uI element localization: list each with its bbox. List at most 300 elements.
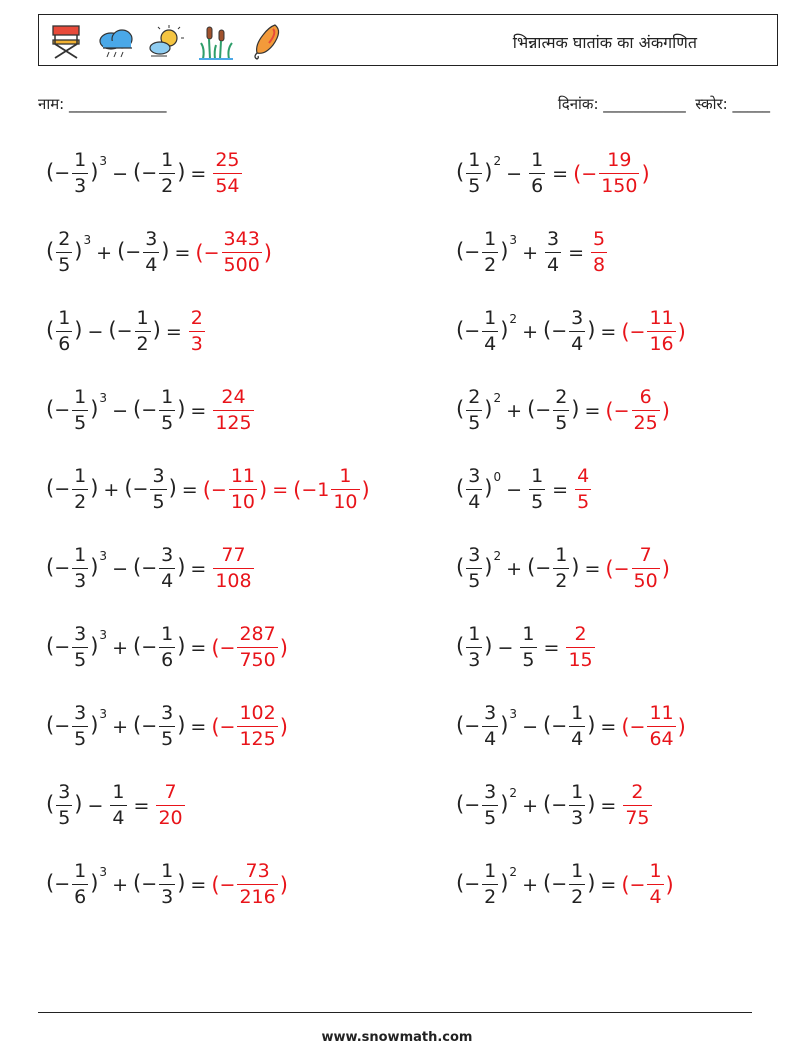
minus-sign: − <box>535 557 552 579</box>
denominator: 150 <box>601 175 638 197</box>
numerator: 1 <box>555 544 568 566</box>
director-chair-icon <box>45 21 87 61</box>
denominator: 64 <box>649 728 674 750</box>
minus-sign: − <box>54 873 71 895</box>
numerator: 1 <box>74 149 87 171</box>
first-operand <box>46 467 98 512</box>
problem-item <box>456 371 766 450</box>
first-operand <box>46 388 107 433</box>
exponent: 3 <box>99 154 108 168</box>
close-paren: ) <box>279 635 288 660</box>
minus-sign: − <box>301 478 318 501</box>
close-paren: ) <box>90 397 99 421</box>
second-operand <box>543 862 595 907</box>
close-paren: ) <box>90 713 99 737</box>
denominator: 4 <box>145 254 158 276</box>
second-operand <box>527 546 579 591</box>
open-paren: ( <box>46 792 55 816</box>
equals-sign: = <box>190 399 207 422</box>
denominator: 50 <box>633 570 658 592</box>
denominator: 6 <box>58 333 71 355</box>
open-paren: ( <box>293 477 302 502</box>
numerator: 1 <box>571 860 584 882</box>
answer-value <box>187 309 207 354</box>
exponent: 3 <box>99 865 108 879</box>
answer-fraction <box>575 467 591 512</box>
close-paren: ) <box>90 634 99 658</box>
denominator: 54 <box>215 175 240 197</box>
answer-value <box>293 467 370 512</box>
denominator: 5 <box>161 728 174 750</box>
denominator: 125 <box>215 412 252 434</box>
denominator: 10 <box>333 491 358 513</box>
fraction <box>159 151 175 196</box>
answer-fraction <box>222 230 262 275</box>
denominator: 3 <box>468 649 481 671</box>
numerator: 1 <box>484 228 497 250</box>
denominator: 8 <box>593 254 606 276</box>
problem-grid <box>46 134 766 924</box>
denominator: 125 <box>239 728 276 750</box>
close-paren: ) <box>500 239 509 263</box>
answer-fraction <box>237 862 277 907</box>
operator: − <box>506 162 523 185</box>
numerator: 3 <box>468 544 481 566</box>
close-paren: ) <box>484 476 493 500</box>
equals-sign: = <box>543 636 560 659</box>
operator: + <box>112 873 128 896</box>
exponent: 2 <box>493 391 502 405</box>
minus-sign: − <box>141 873 158 895</box>
numerator: 1 <box>74 386 87 408</box>
fraction <box>159 625 175 670</box>
open-paren: ( <box>195 240 204 265</box>
problem-item <box>46 608 456 687</box>
close-paren: ) <box>484 160 493 184</box>
answer-fraction <box>591 230 607 275</box>
operator: + <box>112 715 128 738</box>
close-paren: ) <box>279 714 288 739</box>
close-paren: ) <box>259 477 268 502</box>
operator: − <box>506 478 523 501</box>
denominator: 5 <box>468 570 481 592</box>
fraction <box>569 862 585 907</box>
open-paren: ( <box>46 555 55 579</box>
denominator: 5 <box>74 412 87 434</box>
answer-fraction <box>632 388 660 433</box>
second-operand <box>133 862 185 907</box>
denominator: 5 <box>468 175 481 197</box>
close-paren: ) <box>177 871 186 895</box>
numerator: 3 <box>161 544 174 566</box>
second-operand <box>133 388 185 433</box>
fraction <box>553 546 569 591</box>
close-paren: ) <box>74 792 83 816</box>
fraction <box>482 230 498 275</box>
minus-sign: − <box>551 873 568 895</box>
date-score-field: दिनांक: ___________ स्कोर: _____ <box>557 95 770 113</box>
denominator: 3 <box>74 175 87 197</box>
close-paren: ) <box>500 713 509 737</box>
operator: − <box>112 162 128 185</box>
second-operand <box>133 704 185 749</box>
minus-sign: − <box>219 636 236 659</box>
fraction <box>56 309 72 354</box>
equals-sign: = <box>165 320 182 343</box>
answer-value <box>605 546 670 591</box>
answer-fraction <box>189 309 205 354</box>
fraction <box>143 230 159 275</box>
name-field: नाम: _____________ <box>38 95 167 113</box>
open-paren: ( <box>132 555 142 579</box>
numerator: 1 <box>74 465 87 487</box>
second-operand <box>543 230 563 275</box>
open-paren: ( <box>573 161 582 186</box>
minus-sign: − <box>132 478 149 500</box>
open-paren: ( <box>542 792 552 816</box>
operator: − <box>87 320 104 343</box>
minus-sign: − <box>581 162 598 185</box>
problem-item <box>46 766 456 845</box>
answer-value <box>573 467 593 512</box>
numerator: 102 <box>239 702 276 724</box>
denominator: 4 <box>571 333 584 355</box>
operator: − <box>522 715 538 738</box>
denominator: 2 <box>555 570 568 592</box>
close-paren: ) <box>587 792 596 816</box>
exponent: 3 <box>99 549 108 563</box>
numerator: 19 <box>607 149 632 171</box>
problem-item <box>456 845 766 924</box>
fraction <box>466 625 482 670</box>
numerator: 1 <box>339 465 352 487</box>
denominator: 10 <box>230 491 255 513</box>
close-paren: ) <box>74 239 83 263</box>
second-operand <box>133 151 185 196</box>
denominator: 5 <box>577 491 590 513</box>
minus-sign: − <box>219 715 236 738</box>
equals-sign: = <box>600 873 617 896</box>
open-paren: ( <box>132 397 142 421</box>
answer-fraction <box>229 467 257 512</box>
numerator: 1 <box>468 149 481 171</box>
numerator: 7 <box>164 781 177 803</box>
denominator: 2 <box>161 175 174 197</box>
whole-part: 1 <box>317 478 330 501</box>
open-paren: ( <box>527 555 536 579</box>
fraction <box>56 230 72 275</box>
fraction <box>150 467 166 512</box>
operator: + <box>506 557 523 580</box>
exponent: 2 <box>493 154 502 168</box>
numerator: 1 <box>74 860 87 882</box>
open-paren: ( <box>46 871 55 895</box>
open-paren: ( <box>124 476 133 500</box>
numerator: 11 <box>649 702 674 724</box>
fraction <box>529 467 545 512</box>
worksheet-header <box>38 14 778 66</box>
numerator: 2 <box>468 386 481 408</box>
open-paren: ( <box>621 872 630 897</box>
fraction <box>159 388 175 433</box>
denominator: 216 <box>239 886 276 908</box>
fraction <box>529 151 545 196</box>
numerator: 3 <box>546 228 560 250</box>
open-paren: ( <box>456 634 465 658</box>
close-paren: ) <box>571 555 580 579</box>
denominator: 4 <box>468 491 481 513</box>
answer-fraction <box>632 546 660 591</box>
open-paren: ( <box>46 397 55 421</box>
answer-value <box>211 862 288 907</box>
exponent: 2 <box>509 312 518 326</box>
close-paren: ) <box>641 161 650 186</box>
open-paren: ( <box>108 318 117 342</box>
fraction <box>159 862 175 907</box>
exponent: 3 <box>99 628 108 642</box>
answer-value <box>621 783 653 828</box>
operator: + <box>522 320 538 343</box>
numerator: 3 <box>145 228 158 250</box>
denominator: 4 <box>161 570 174 592</box>
open-paren: ( <box>117 239 126 263</box>
close-paren: ) <box>90 555 99 579</box>
close-paren: ) <box>90 160 99 184</box>
numerator: 3 <box>74 623 87 645</box>
equals-sign: = <box>552 162 569 185</box>
fraction <box>466 151 482 196</box>
equals-sign: = <box>190 636 207 659</box>
fraction <box>110 783 126 828</box>
fraction <box>569 704 585 749</box>
minus-sign: − <box>54 162 71 184</box>
close-paren: ) <box>677 319 686 344</box>
fraction <box>482 862 498 907</box>
open-paren: ( <box>211 872 220 897</box>
numerator: 1 <box>161 623 174 645</box>
operator: + <box>522 873 538 896</box>
rain-cloud-icon <box>95 21 137 61</box>
problem-item <box>456 766 766 845</box>
numerator: 7 <box>639 544 652 566</box>
open-paren: ( <box>621 714 630 739</box>
equals-sign: = <box>133 794 150 817</box>
denominator: 5 <box>531 491 544 513</box>
denominator: 5 <box>161 412 174 434</box>
numerator: 3 <box>152 465 165 487</box>
second-operand <box>543 783 595 828</box>
first-operand <box>46 704 107 749</box>
numerator: 287 <box>239 623 276 645</box>
fraction <box>482 309 498 354</box>
worksheet-title: भिन्नात्मक घातांक का अंकगणित <box>512 33 697 52</box>
first-operand <box>456 862 517 907</box>
footer-url: www.snowmath.com <box>321 1030 473 1045</box>
equals-sign: = <box>600 715 617 738</box>
denominator: 5 <box>522 649 535 671</box>
answer-fraction <box>599 151 639 196</box>
close-paren: ) <box>571 397 580 421</box>
fraction <box>72 467 88 512</box>
denominator: 108 <box>215 570 252 592</box>
fraction <box>72 388 88 433</box>
close-paren: ) <box>177 634 186 658</box>
minus-sign: − <box>464 715 481 737</box>
second-operand <box>124 467 176 512</box>
denominator: 6 <box>161 649 174 671</box>
denominator: 4 <box>112 807 125 829</box>
operator: − <box>112 557 128 580</box>
second-operand <box>108 309 160 354</box>
minus-sign: − <box>613 557 630 580</box>
numerator: 3 <box>468 465 481 487</box>
minus-sign: − <box>54 478 71 500</box>
minus-sign: − <box>629 873 646 896</box>
fraction <box>135 309 151 354</box>
numerator: 1 <box>484 860 497 882</box>
operator: − <box>497 636 514 659</box>
first-operand <box>46 546 107 591</box>
denominator: 4 <box>571 728 584 750</box>
numerator: 3 <box>484 702 497 724</box>
first-operand <box>456 309 517 354</box>
minus-sign: − <box>551 320 568 342</box>
answer-value <box>605 388 670 433</box>
close-paren: ) <box>168 476 177 500</box>
problem-item <box>46 845 456 924</box>
answer-value <box>621 309 686 354</box>
answer-value <box>211 151 243 196</box>
exponent: 2 <box>509 865 518 879</box>
open-paren: ( <box>456 160 465 184</box>
close-paren: ) <box>263 240 272 265</box>
problem-item <box>456 687 766 766</box>
denominator: 2 <box>136 333 149 355</box>
minus-sign: − <box>210 478 227 501</box>
fraction <box>520 625 536 670</box>
answer-fraction <box>647 309 675 354</box>
numerator: 3 <box>74 702 87 724</box>
second-operand <box>117 230 169 275</box>
equals-sign: = <box>190 162 207 185</box>
open-paren: ( <box>46 160 55 184</box>
minus-sign: − <box>464 241 481 263</box>
minus-sign: − <box>141 636 158 658</box>
open-paren: ( <box>46 318 55 342</box>
numerator: 1 <box>468 623 481 645</box>
equals-sign: = <box>190 557 207 580</box>
sun-cloud-icon <box>145 21 187 61</box>
close-paren: ) <box>90 476 99 500</box>
minus-sign: − <box>203 241 220 264</box>
minus-sign: − <box>54 715 71 737</box>
second-operand <box>133 546 185 591</box>
open-paren: ( <box>132 871 142 895</box>
close-paren: ) <box>161 239 170 263</box>
open-paren: ( <box>605 398 614 423</box>
minus-sign: − <box>551 715 568 737</box>
close-paren: ) <box>177 397 186 421</box>
fraction <box>482 704 498 749</box>
minus-sign: − <box>54 399 71 421</box>
answer-fraction <box>647 704 675 749</box>
operator: − <box>87 794 104 817</box>
open-paren: ( <box>456 792 465 816</box>
close-paren: ) <box>665 872 674 897</box>
denominator: 6 <box>531 175 544 197</box>
close-paren: ) <box>661 398 670 423</box>
denominator: 5 <box>555 412 568 434</box>
denominator: 25 <box>633 412 658 434</box>
denominator: 4 <box>649 886 662 908</box>
denominator: 5 <box>152 491 165 513</box>
first-operand <box>46 625 107 670</box>
denominator: 500 <box>223 254 260 276</box>
numerator: 11 <box>230 465 255 487</box>
numerator: 1 <box>58 307 71 329</box>
numerator: 4 <box>577 465 590 487</box>
first-operand <box>456 151 501 196</box>
numerator: 1 <box>74 544 87 566</box>
numerator: 1 <box>522 623 535 645</box>
equals-sign: = <box>174 241 191 264</box>
minus-sign: − <box>54 557 71 579</box>
fraction <box>72 546 88 591</box>
exponent: 3 <box>83 233 92 247</box>
close-paren: ) <box>177 555 186 579</box>
second-operand <box>527 388 579 433</box>
answer-value <box>195 230 272 275</box>
fraction <box>466 388 482 433</box>
answer-fraction <box>213 151 241 196</box>
close-paren: ) <box>587 713 596 737</box>
denominator: 750 <box>239 649 276 671</box>
open-paren: ( <box>456 397 465 421</box>
minus-sign: − <box>464 794 481 816</box>
equals-sign: = <box>584 399 601 422</box>
denominator: 3 <box>571 807 584 829</box>
close-paren: ) <box>677 714 686 739</box>
numerator: 2 <box>58 228 71 250</box>
problem-item <box>46 213 456 292</box>
denominator: 5 <box>58 254 71 276</box>
exponent: 3 <box>99 391 108 405</box>
minus-sign: − <box>141 162 158 184</box>
fraction <box>72 625 88 670</box>
answer-fraction <box>623 783 651 828</box>
answer-value <box>589 230 609 275</box>
equals-sign: = <box>181 478 198 501</box>
open-paren: ( <box>621 319 630 344</box>
second-operand <box>108 783 128 828</box>
footer-divider <box>38 1012 752 1013</box>
denominator: 75 <box>625 807 650 829</box>
exponent: 3 <box>509 233 518 247</box>
minus-sign: − <box>613 399 630 422</box>
fraction <box>56 783 72 828</box>
fraction <box>482 783 498 828</box>
equals-sign: = <box>272 478 289 501</box>
equals-sign: = <box>600 320 617 343</box>
numerator: 2 <box>190 307 203 329</box>
problem-item <box>456 134 766 213</box>
exponent: 3 <box>99 707 108 721</box>
exponent: 0 <box>493 470 502 484</box>
operator: + <box>522 794 538 817</box>
denominator: 3 <box>161 886 174 908</box>
first-operand <box>46 309 83 354</box>
open-paren: ( <box>132 713 142 737</box>
